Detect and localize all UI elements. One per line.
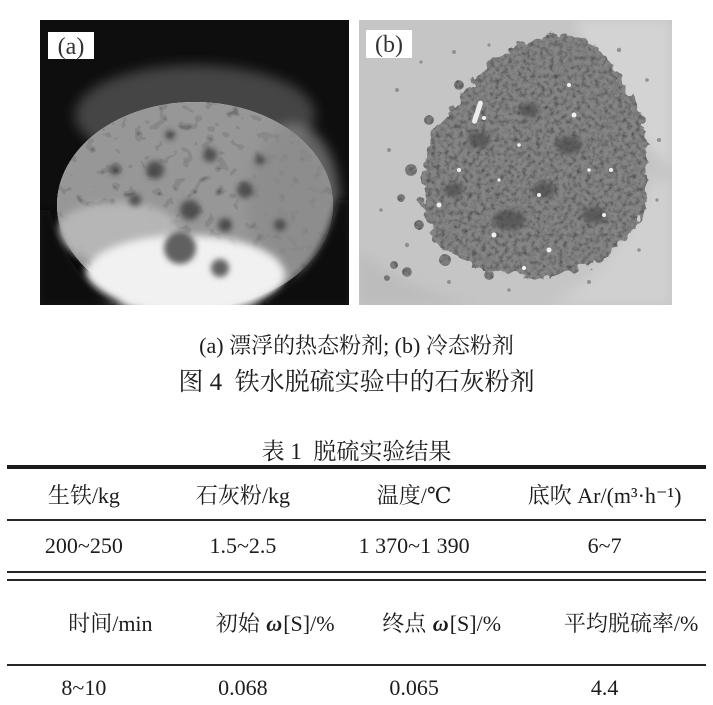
cell-pig-iron: 200~250 (7, 521, 161, 573)
cell-temperature: 1 370~1 390 (325, 521, 503, 573)
cell-final-sulfur: 0.065 (389, 674, 439, 700)
header-time: 时间/min (7, 581, 161, 666)
table-title: 表 1 脱硫实验结果 (261, 439, 452, 464)
header-pig-iron: 生铁/kg (7, 469, 161, 521)
cell-avg-desulfurization-rate: 4.4 (590, 674, 619, 700)
header-initial-sulfur: 初始 ω[S]/% (161, 581, 325, 666)
figure-caption: 图 4 铁水脱硫实验中的石灰粉剂 (178, 369, 535, 396)
photo-panel-b (359, 20, 672, 305)
header-final-sulfur: 终点 ω[S]/% (325, 581, 503, 666)
cold-powder-photo (359, 20, 672, 305)
table-data-row-2 (7, 666, 706, 705)
table-data-row-1 (7, 521, 706, 573)
results-table (7, 465, 706, 705)
panel-a-label: (a) (57, 34, 85, 60)
cell-lime-powder: 1.5~2.5 (161, 521, 325, 573)
panel-b-label-box (366, 30, 412, 58)
cell-time: 8~10 (61, 674, 107, 700)
photo-panel-a (40, 20, 349, 305)
header-bottom-argon: 底吹 Ar/(m³·h⁻¹) (503, 469, 706, 521)
header-lime-powder: 石灰粉/kg (161, 469, 325, 521)
cell-bottom-argon: 6~7 (503, 521, 706, 573)
panel-a-label-box (48, 32, 94, 60)
figure-subcaption: (a) 漂浮的热态粉剂; (b) 冷态粉剂 (199, 333, 514, 358)
double-rule-separator (7, 573, 706, 581)
header-avg-desulfurization-rate: 平均脱硫率/% (503, 581, 706, 666)
hot-powder-photo (40, 20, 349, 305)
table-header-row-2 (7, 581, 706, 666)
panel-b-label: (b) (375, 32, 403, 58)
table-header-row-1 (7, 469, 706, 521)
floating-powder-blob (40, 65, 349, 305)
header-temperature: 温度/℃ (325, 469, 503, 521)
cell-initial-sulfur: 0.068 (218, 674, 268, 700)
